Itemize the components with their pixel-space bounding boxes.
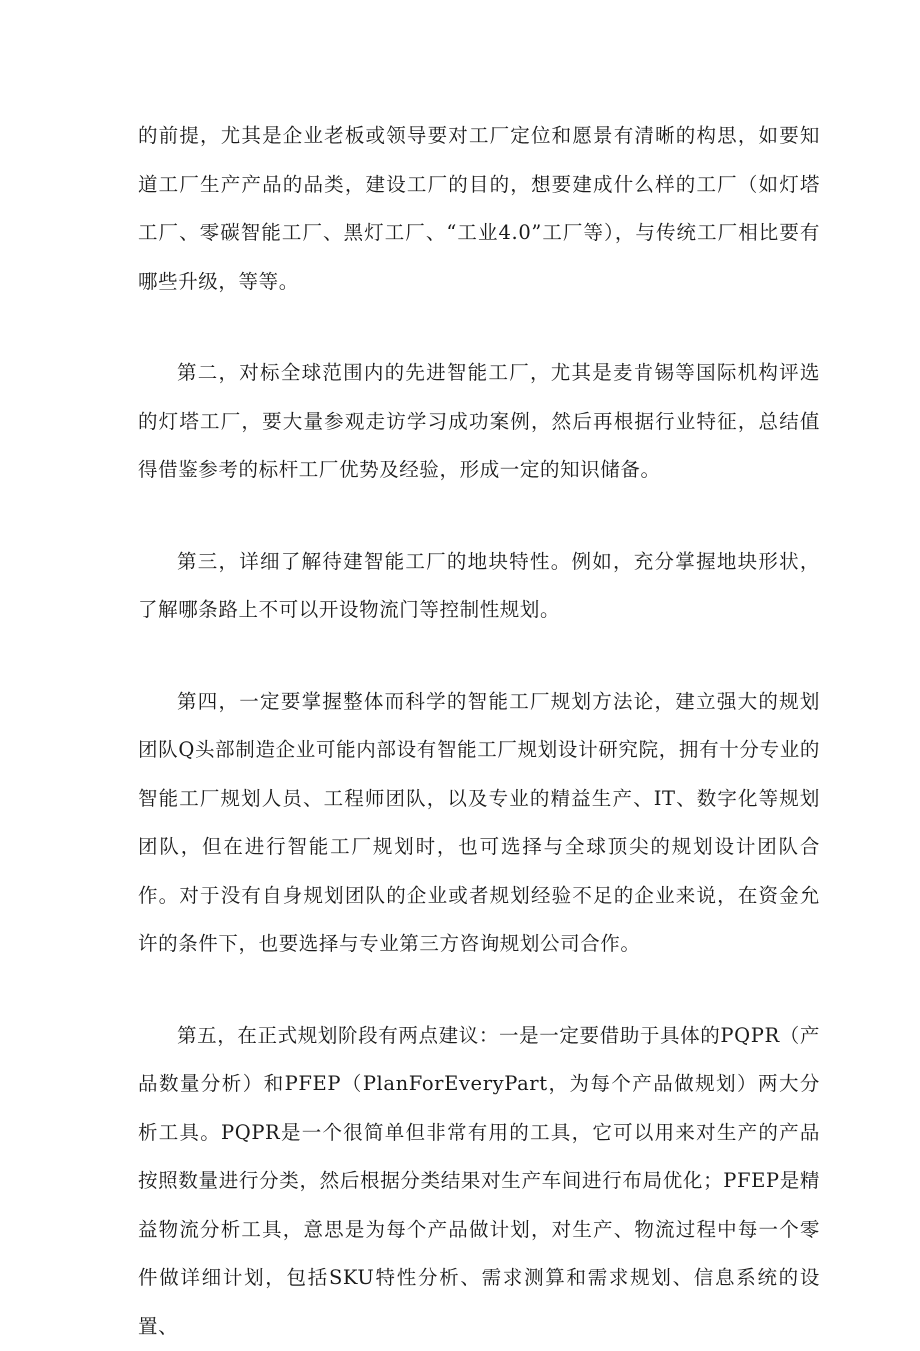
paragraph-fourth-point: 第四，一定要掌握整体而科学的智能工厂规划方法论，建立强大的规划团队Q头部制造企业可能内部设有智能工厂规划设计研究院，拥有十分专业的智能工厂规划人员、工程师团队，以及专业的精益生产、IT、数字化等规划团队，但在进行智能工厂规划时，也可选择与全球顶尖的规划设计团队合作。对于没有自身规划团队的企业或者规划经验不足的企业来说，在资金允许的条件下，也要选择与专业第三方咨询规划公司合作。: [138, 678, 820, 969]
document-body: [138, 112, 820, 1351]
paragraph-third-point: 第三，详细了解待建智能工厂的地块特性。例如，充分掌握地块形状，了解哪条路上不可以开设物流门等控制性规划。: [138, 538, 820, 635]
paragraph-fifth-point: 第五，在正式规划阶段有两点建议：一是一定要借助于具体的PQPR（产品数量分析）和PFEP（PlanForEveryPart，为每个产品做规划）两大分析工具。PQPR是一个很简单但非常有用的工具，它可以用来对生产的产品按照数量进行分类，然后根据分类结果对生产车间进行布局优化；PFEP是精益物流分析工具，意思是为每个产品做计划，对生产、物流过程中每一个零件做详细计划，包括SKU特性分析、需求测算和需求规划、信息系统的设置、: [138, 1012, 820, 1351]
paragraph-second-point: 第二，对标全球范围内的先进智能工厂，尤其是麦肯锡等国际机构评选的灯塔工厂，要大量参观走访学习成功案例，然后再根据行业特征，总结值得借鉴参考的标杆工厂优势及经验，形成一定的知识储备。: [138, 349, 820, 495]
paragraph-continuation: 的前提，尤其是企业老板或领导要对工厂定位和愿景有清晰的构思，如要知道工厂生产产品的品类，建设工厂的目的，想要建成什么样的工厂（如灯塔工厂、零碳智能工厂、黑灯工厂、“工业4.0”工厂等），与传统工厂相比要有哪些升级，等等。: [138, 112, 820, 306]
